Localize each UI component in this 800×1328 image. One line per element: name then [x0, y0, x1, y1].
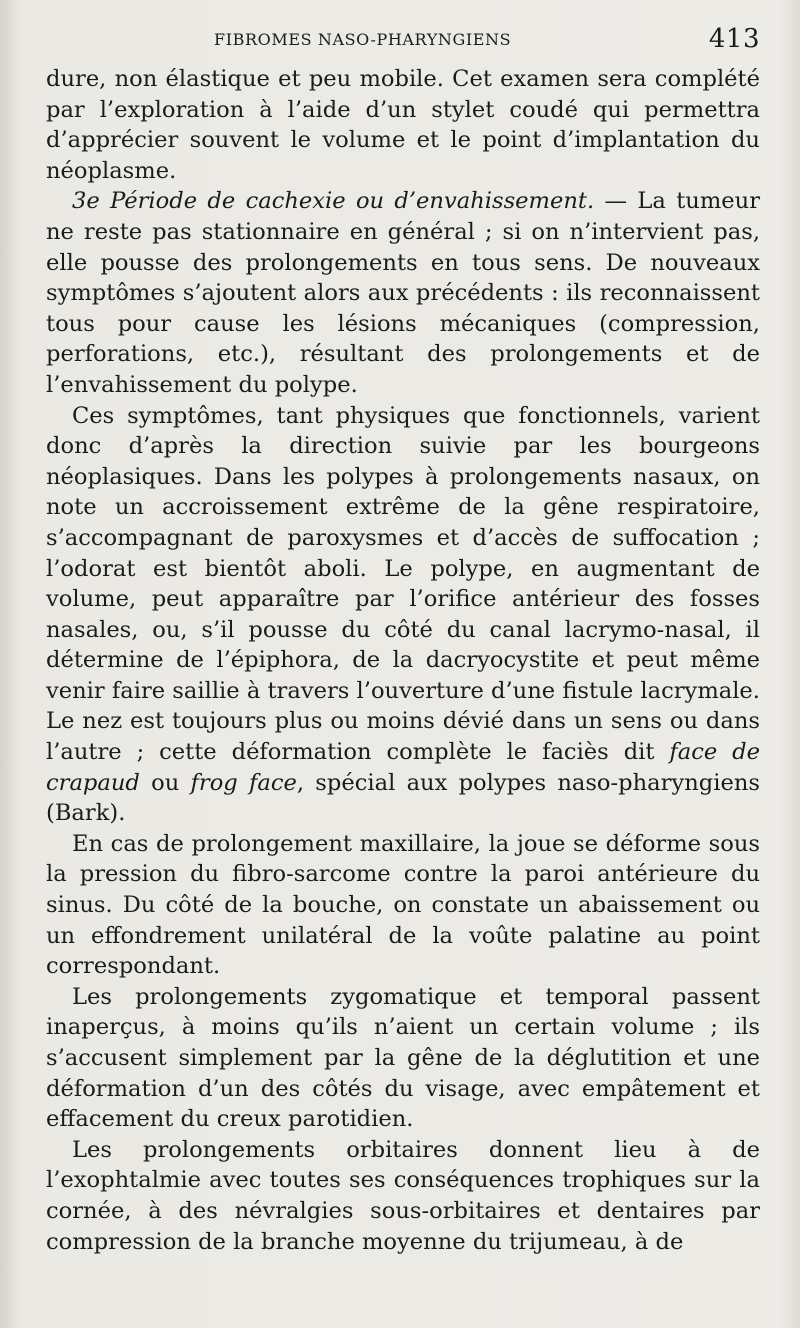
- paragraph-1-text: dure, non élastique et peu mobile. Cet examen sera complété par l’exploration à l’aide d’un stylet coudé qui permettra d’apprécier souvent le volume et le point d’implantation du néoplasme.: [46, 66, 760, 184]
- italic-face-de-crapaud: face de crapaud: [46, 739, 760, 796]
- paragraph-2-text: — La tumeur ne reste pas stationnaire en général ; si on n’intervient pas, elle pousse des prolongements en tous sens. De nouveaux symptômes s’ajoutent alors aux précédents : ils reconnaissent tous pour cause les lésions mécaniques (compression, perforations, etc.), résultant des prolongements et de l’envahissement du polype.: [46, 188, 760, 398]
- paragraph-4-text: En cas de prolongement maxillaire, la joue se déforme sous la pression du fibro-sarcome contre la paroi antérieure du sinus. Du côté de la bouche, on constate un abaissement ou un effondrement unilatéral de la voûte palatine au point correspondant.: [46, 830, 760, 980]
- paragraph-6: [46, 1135, 760, 1257]
- running-head: [46, 24, 760, 64]
- paragraph-5-text: Les prolongements zygomatique et temporal passent inaperçus, à moins qu’ils n’aient un certain volume ; ils s’accusent simplement par la gêne de la déglutition et une déformation d’un des côtés du visage, avec empâtement et effacement du creux parotidien.: [46, 983, 760, 1133]
- paragraph-3-text-c: , spécial aux polypes naso-pharyngiens (Bark).: [46, 769, 760, 827]
- paragraph-5: [46, 982, 760, 1135]
- paragraph-3: [46, 401, 760, 829]
- paragraph-4: [46, 829, 760, 982]
- section-heading: 3e Période de cachexie ou d’envahissement.: [72, 188, 595, 215]
- paragraph-1: [46, 64, 760, 186]
- body-text: [46, 64, 760, 1257]
- running-title: FIBROMES NASO-PHARYNGIENS: [214, 30, 512, 49]
- paragraph-2: [46, 186, 760, 400]
- paragraph-3-text-a: Ces symptômes, tant physiques que fonctionnels, varient donc d’après la direction suivie par les bourgeons néoplasiques. Dans les polypes à prolongements nasaux, on note un accroissement extrême de la gêne respiratoire, s’accompagnant de paroxysmes et d’accès de suffocation ; l’odorat est bientôt aboli. Le polype, en augmentant de volume, peut apparaître par l’orifice antérieur des fosses nasales, ou, s’il pousse du côté du canal lacrymo-nasal, il détermine de l’épiphora, de la dacryocystite et peut même venir faire saillie à travers l’ouverture d’une fistule lacrymale. Le nez est toujours plus ou moins dévié dans un sens ou dans l’autre ; cette déformation complète le faciès dit: [46, 402, 760, 766]
- paragraph-6-text: Les prolongements orbitaires donnent lieu à de l’exophtalmie avec toutes ses conséquences trophiques sur la cornée, à des névralgies sous-orbitaires et dentaires par compression de la branche moyenne du trijumeau, à de: [46, 1136, 760, 1255]
- page-number: 413: [708, 24, 760, 54]
- paragraph-3-text-b: ou: [139, 769, 191, 796]
- italic-frog-face: frog face: [190, 769, 297, 796]
